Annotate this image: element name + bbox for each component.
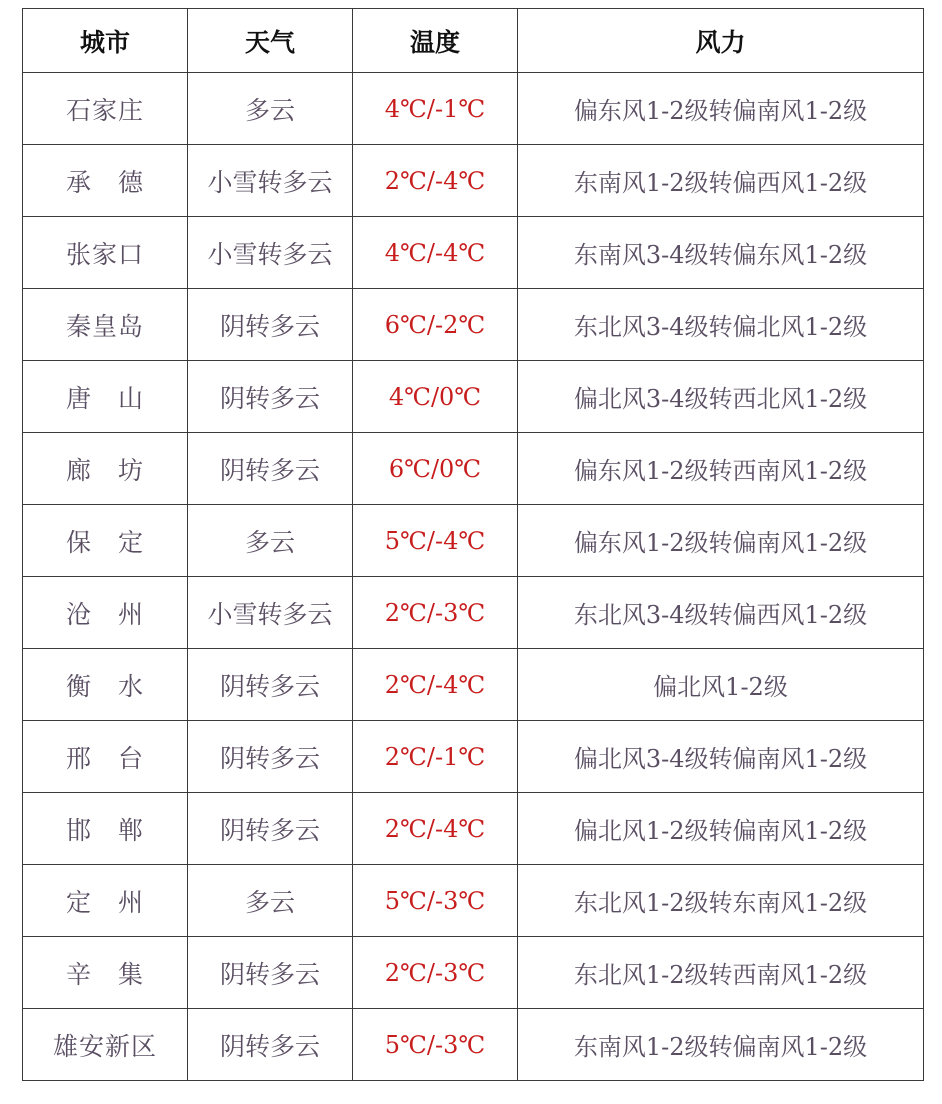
wind-cell: 偏东风1-2级转偏南风1-2级 <box>518 73 924 145</box>
table-row <box>23 433 924 505</box>
table-row <box>23 649 924 721</box>
table-row <box>23 217 924 289</box>
city-cell: 雄安新区 <box>23 1009 188 1081</box>
table-row <box>23 361 924 433</box>
header-weather: 天气 <box>188 9 353 73</box>
weather-cell: 多云 <box>188 73 353 145</box>
city-cell: 邢 台 <box>23 721 188 793</box>
city-cell: 沧 州 <box>23 577 188 649</box>
city-cell: 衡 水 <box>23 649 188 721</box>
city-cell: 辛 集 <box>23 937 188 1009</box>
table-row <box>23 793 924 865</box>
city-cell: 廊 坊 <box>23 433 188 505</box>
wind-cell: 东北风3-4级转偏北风1-2级 <box>518 289 924 361</box>
city-cell: 秦皇岛 <box>23 289 188 361</box>
weather-cell: 阴转多云 <box>188 433 353 505</box>
wind-cell: 东南风1-2级转偏西风1-2级 <box>518 145 924 217</box>
temperature-cell: 4℃/-4℃ <box>353 217 518 289</box>
weather-cell: 阴转多云 <box>188 937 353 1009</box>
table-row <box>23 505 924 577</box>
wind-cell: 偏北风3-4级转偏南风1-2级 <box>518 721 924 793</box>
temperature-cell: 2℃/-4℃ <box>353 793 518 865</box>
header-temperature: 温度 <box>353 9 518 73</box>
temperature-cell: 2℃/-4℃ <box>353 649 518 721</box>
weather-cell: 小雪转多云 <box>188 577 353 649</box>
temperature-cell: 6℃/-2℃ <box>353 289 518 361</box>
city-cell: 石家庄 <box>23 73 188 145</box>
city-cell: 张家口 <box>23 217 188 289</box>
wind-cell: 偏东风1-2级转偏南风1-2级 <box>518 505 924 577</box>
weather-cell: 阴转多云 <box>188 361 353 433</box>
wind-cell: 偏北风1-2级转偏南风1-2级 <box>518 793 924 865</box>
temperature-cell: 4℃/-1℃ <box>353 73 518 145</box>
header-row <box>23 9 924 73</box>
weather-cell: 多云 <box>188 505 353 577</box>
wind-cell: 偏东风1-2级转西南风1-2级 <box>518 433 924 505</box>
table-row <box>23 937 924 1009</box>
weather-cell: 阴转多云 <box>188 1009 353 1081</box>
city-cell: 邯 郸 <box>23 793 188 865</box>
city-cell: 保 定 <box>23 505 188 577</box>
city-cell: 承 德 <box>23 145 188 217</box>
temperature-cell: 2℃/-1℃ <box>353 721 518 793</box>
weather-cell: 阴转多云 <box>188 289 353 361</box>
wind-cell: 东北风1-2级转西南风1-2级 <box>518 937 924 1009</box>
temperature-cell: 2℃/-3℃ <box>353 577 518 649</box>
temperature-cell: 2℃/-3℃ <box>353 937 518 1009</box>
weather-forecast-table <box>22 8 924 1081</box>
wind-cell: 东北风3-4级转偏西风1-2级 <box>518 577 924 649</box>
wind-cell: 东南风3-4级转偏东风1-2级 <box>518 217 924 289</box>
temperature-cell: 5℃/-3℃ <box>353 865 518 937</box>
weather-cell: 阴转多云 <box>188 721 353 793</box>
wind-cell: 东南风1-2级转偏南风1-2级 <box>518 1009 924 1081</box>
table-row <box>23 577 924 649</box>
table-row <box>23 289 924 361</box>
wind-cell: 东北风1-2级转东南风1-2级 <box>518 865 924 937</box>
weather-cell: 阴转多云 <box>188 649 353 721</box>
table-row <box>23 1009 924 1081</box>
temperature-cell: 4℃/0℃ <box>353 361 518 433</box>
temperature-cell: 2℃/-4℃ <box>353 145 518 217</box>
table-row <box>23 721 924 793</box>
table-row <box>23 865 924 937</box>
city-cell: 唐 山 <box>23 361 188 433</box>
table-row <box>23 73 924 145</box>
temperature-cell: 6℃/0℃ <box>353 433 518 505</box>
weather-cell: 阴转多云 <box>188 793 353 865</box>
wind-cell: 偏北风1-2级 <box>518 649 924 721</box>
weather-cell: 小雪转多云 <box>188 145 353 217</box>
weather-cell: 小雪转多云 <box>188 217 353 289</box>
table-row <box>23 145 924 217</box>
temperature-cell: 5℃/-3℃ <box>353 1009 518 1081</box>
header-wind: 风力 <box>518 9 924 73</box>
wind-cell: 偏北风3-4级转西北风1-2级 <box>518 361 924 433</box>
temperature-cell: 5℃/-4℃ <box>353 505 518 577</box>
city-cell: 定 州 <box>23 865 188 937</box>
header-city: 城市 <box>23 9 188 73</box>
weather-cell: 多云 <box>188 865 353 937</box>
